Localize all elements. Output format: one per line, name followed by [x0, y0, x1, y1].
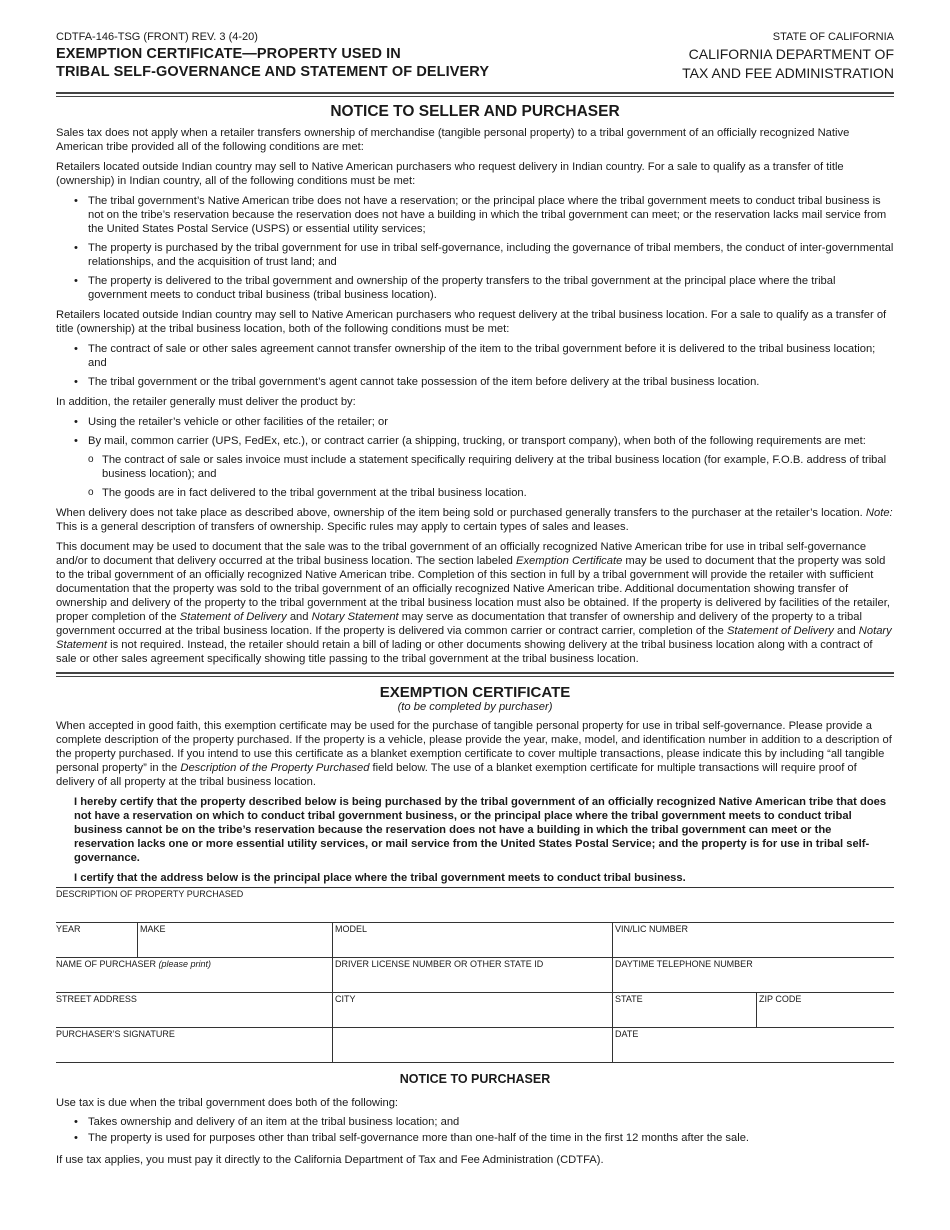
- form-header: [56, 30, 894, 86]
- notice-title: NOTICE TO SELLER AND PURCHASER: [330, 103, 620, 120]
- department-line1: CALIFORNIA DEPARTMENT OF: [688, 46, 894, 62]
- notice-paragraph: When delivery does not take place as described above, ownership of the item being sold or purchased generally transfers to the purchaser at the retailer’s location. Note: This is a general description of transfers of ownership. Specific rules may apply to certain types of sales and leases.: [56, 507, 893, 533]
- street-address-field[interactable]: STREET ADDRESS: [56, 994, 137, 1004]
- signature-field[interactable]: PURCHASER’S SIGNATURE: [56, 1029, 175, 1039]
- state-label: STATE OF CALIFORNIA: [772, 31, 894, 43]
- driver-license-field[interactable]: DRIVER LICENSE NUMBER OR OTHER STATE ID: [335, 959, 544, 969]
- notice-paragraph: Retailers located outside Indian country may sell to Native American purchasers who request delivery at the tribal business location. For a sale to qualify as a transfer of title (ownership) at the tribal business location, both of the following conditions must be met:: [56, 309, 887, 335]
- list-item: • By mail, common carrier (UPS, FedEx, etc.), or contract carrier (a shipping, trucking, or transport company), when both of the following requirements are met:: [56, 434, 894, 448]
- list-item: • The property is used for purposes other than tribal self-governance more than one-half of the time in the first 12 months after the sale.: [56, 1131, 894, 1145]
- use-tax-list: [56, 1115, 894, 1145]
- department-line2: TAX AND FEE ADMINISTRATION: [682, 65, 894, 81]
- purchaser-name-field[interactable]: NAME OF PURCHASER (please print): [56, 959, 212, 969]
- exemption-subtitle: (to be completed by purchaser): [397, 701, 553, 713]
- model-field[interactable]: MODEL: [335, 924, 368, 934]
- notice-paragraph: Retailers located outside Indian country may sell to Native American purchasers who request delivery in Indian country. For a sale to qualify as a transfer of title (ownership) in Indian country, all of the following conditions must be met:: [56, 161, 844, 187]
- make-field[interactable]: MAKE: [140, 924, 166, 934]
- purchaser-notice-paragraph: Use tax is due when the tribal government does both of the following:: [56, 1097, 399, 1109]
- delivery-list: [56, 415, 894, 448]
- list-item: • Using the retailer’s vehicle or other facilities of the retailer; or: [56, 415, 894, 429]
- list-item: • The contract of sale or other sales agreement cannot transfer ownership of the item to the tribal government before it is delivered to the tribal business location; and: [56, 342, 894, 370]
- conditions-list: [56, 194, 894, 302]
- conditions-list: [56, 342, 894, 389]
- notice-paragraph: Sales tax does not apply when a retailer transfers ownership of merchandise (tangible personal property) to a tribal government of an officially recognized Native American tribe provided all of the following conditions are met:: [56, 127, 850, 153]
- vin-field[interactable]: VIN/LIC NUMBER: [615, 924, 689, 934]
- list-item: o The goods are in fact delivered to the tribal government at the tribal business location.: [56, 486, 894, 500]
- phone-field[interactable]: DAYTIME TELEPHONE NUMBER: [615, 959, 753, 969]
- purchaser-form-grid: [56, 887, 894, 1063]
- certification-statement: I hereby certify that the property described below is being purchased by the tribal government of an officially recognized Native American tribe that does not have a reservation on which to conduct tribal government business, or the principal place where the tribal government meets to conduct tribal business cannot be on the tribe’s reservation because the reservation does not have a building in which the tribal government can meet or the reservation lacks one or more essential utility services, or mail service from the United States Postal Service; and the property is for use in tribal self-governance.: [74, 796, 887, 864]
- year-field[interactable]: YEAR: [56, 924, 81, 934]
- delivery-sublist: [56, 453, 894, 500]
- list-item: • Takes ownership and delivery of an item at the tribal business location; and: [56, 1115, 894, 1129]
- city-field[interactable]: CITY: [335, 994, 356, 1004]
- description-field[interactable]: DESCRIPTION OF PROPERTY PURCHASED: [56, 889, 244, 899]
- exemption-paragraph: When accepted in good faith, this exemption certificate may be used for the purchase of tangible personal property for use in tribal self-governance. Please provide a complete description of the property purchased. If the property is a vehicle, please provide the year, make, model, and identification number in addition to a description of the property purchased. If you intend to use this certificate as a blanket exemption certificate to cover multiple transactions, please indicate this by including “all tangible personal property” in the Description of the Property Purchased field below. The use of a blanket exemption certificate for multiple transactions will require proof of delivery of all property at the tribal business location.: [56, 720, 892, 788]
- exemption-title: EXEMPTION CERTIFICATE: [379, 684, 571, 701]
- section-divider: [56, 672, 894, 677]
- list-item: • The property is purchased by the tribal government for use in tribal self-governance, including the governance of tribal members, the conduct of inter-governmental relationships, and the acquisition of trust land; and: [56, 241, 894, 269]
- form-title-line2: TRIBAL SELF-GOVERNANCE AND STATEMENT OF DELIVERY: [56, 64, 490, 80]
- date-field[interactable]: DATE: [615, 1029, 639, 1039]
- list-item: • The tribal government’s Native American tribe does not have a reservation; or the principal place where the tribal government meets to conduct tribal business is not on the tribe’s reservation because the reservation does not have a building in which the tribal government can meet; or the reservation lacks mail service from the United States Postal Service (USPS) or essential utility services;: [56, 194, 894, 236]
- list-item: • The tribal government or the tribal government’s agent cannot take possession of the item before delivery at the tribal business location.: [56, 375, 894, 389]
- state-field[interactable]: STATE: [615, 994, 643, 1004]
- form-page: [56, 30, 894, 1173]
- purchaser-notice-title: NOTICE TO PURCHASER: [399, 1072, 551, 1086]
- header-divider: [56, 92, 894, 97]
- form-number: CDTFA-146-TSG (FRONT) REV. 3 (4-20): [56, 31, 258, 43]
- list-item: o The contract of sale or sales invoice must include a statement specifically requiring delivery at the tribal business location (for example, F.O.B. address of tribal business location); and: [56, 453, 894, 481]
- purchaser-notice-paragraph: If use tax applies, you must pay it directly to the California Department of Tax and Fee Administration (CDTFA).: [56, 1154, 604, 1166]
- address-certification: I certify that the address below is the principal place where the tribal government meets to conduct tribal business.: [74, 872, 686, 884]
- notice-paragraph: In addition, the retailer generally must deliver the product by:: [56, 396, 356, 408]
- zip-code-field[interactable]: ZIP CODE: [759, 994, 802, 1004]
- form-title-line1: EXEMPTION CERTIFICATE—PROPERTY USED IN: [56, 46, 401, 62]
- notice-paragraph: This document may be used to document that the sale was to the tribal government of an officially recognized Native American tribe for use in tribal self-governance and/or to document that delivery occurred at the tribal business location. The section labeled Exemption Certificate may be used to document that the property was sold to the tribal government of an officially recognized Native American tribe. Completion of this section in full by a tribal government will provide the retailer with sufficient documentation that the property was sold to the tribal government of an officially recognized Native American tribe. Additional documentation showing transfer of ownership and delivery of the property to the tribal government at the tribal business location must also be obtained. If the property is delivered by facilities of the retailer, proper completion of the Statement of Delivery and Notary Statement may serve as documentation that transfer of ownership and delivery of the property to a tribal government occurred at the tribal business location. If the property is delivered via common carrier or contract carrier, completion of the Statement of Delivery and Notary Statement is not required. Instead, the retailer should retain a bill of lading or other documents showing delivery at the tribal business location along with a contract of sale or other sales agreement specifically showing title passing to the tribal government at the tribal business location.: [56, 541, 892, 665]
- list-item: • The property is delivered to the tribal government and ownership of the property transfers to the tribal government at the principal place where the tribal government meets to conduct tribal business (tribal business location).: [56, 274, 894, 302]
